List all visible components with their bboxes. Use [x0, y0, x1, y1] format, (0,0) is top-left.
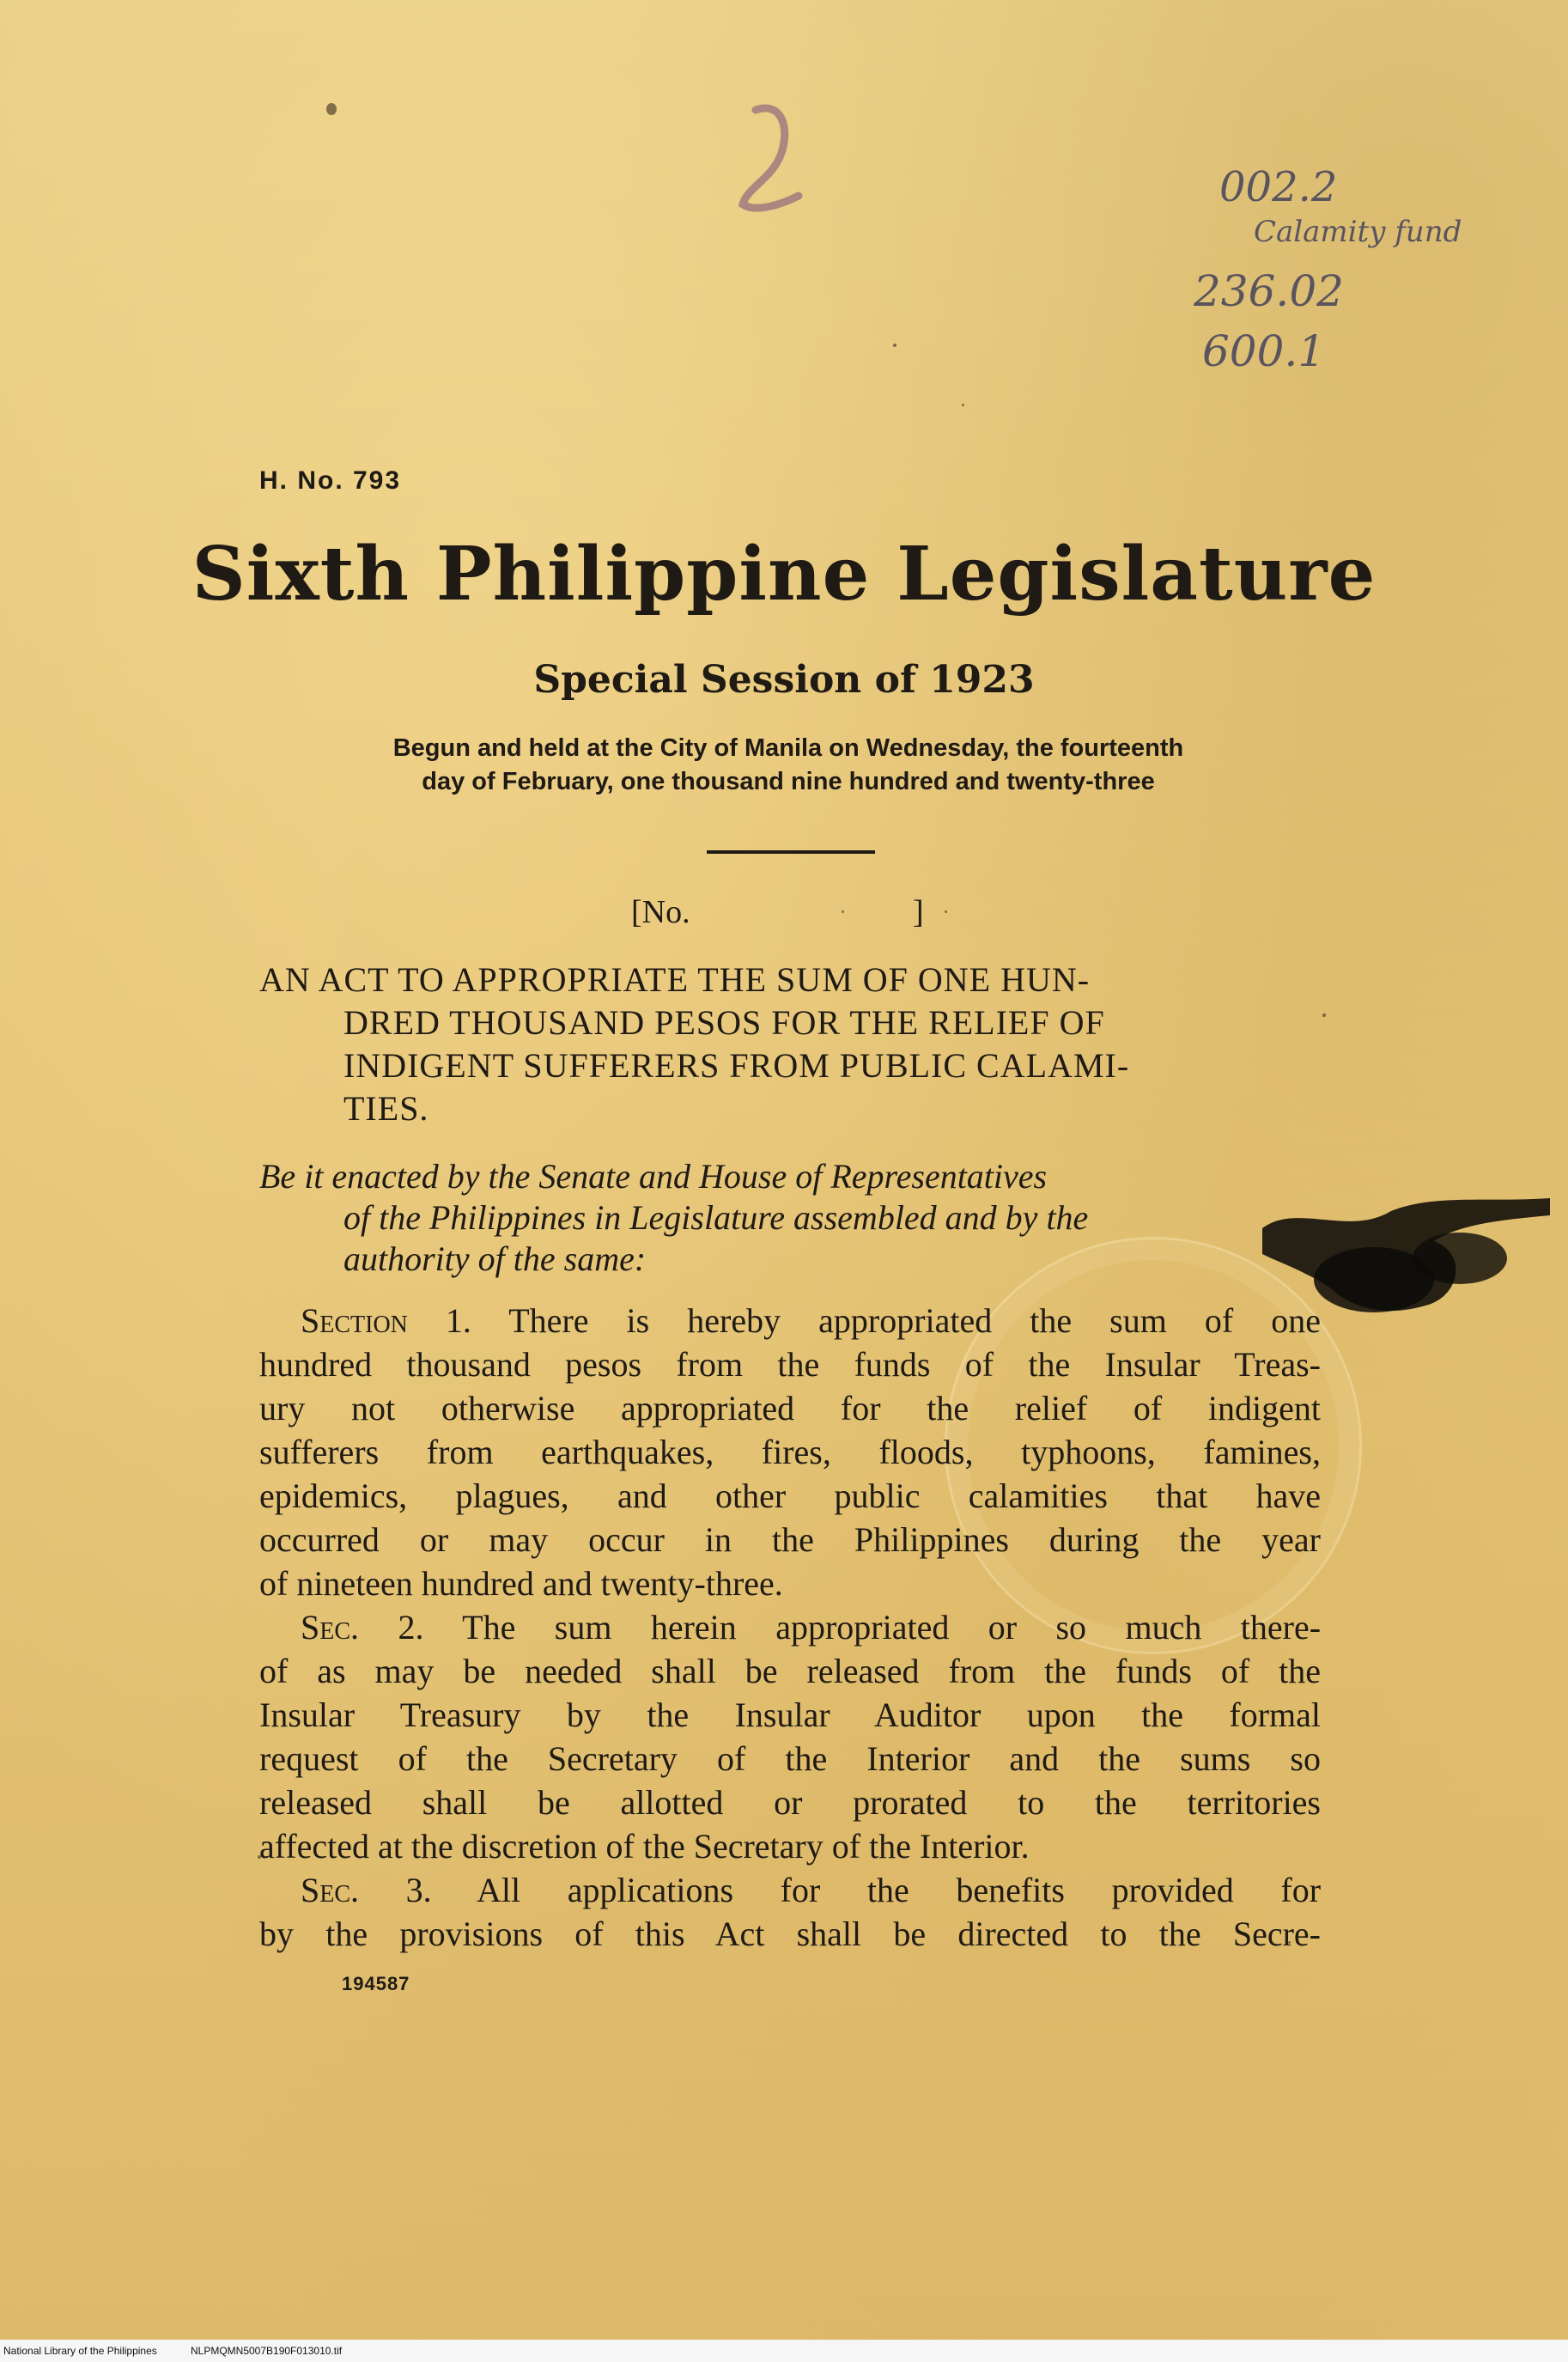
handwritten-note: 236.02: [1194, 266, 1344, 316]
pencil-mark: [721, 93, 824, 222]
section-2-text: The sum herein appropriated or so much there-: [462, 1608, 1322, 1647]
archive-footer: [0, 2340, 1568, 2362]
paper-speck: [945, 910, 947, 913]
section-1-label: Section 1.: [301, 1301, 471, 1340]
section-3-text: All applications for the benefits provided for: [477, 1871, 1322, 1909]
section-3-line: by the provisions of this Act shall be directed to the Secre-: [259, 1915, 1321, 1953]
section-2-label: Sec. 2.: [301, 1608, 424, 1647]
section-2-line: affected at the discretion of the Secretary of the Interior.: [259, 1827, 1030, 1866]
enacting-line: of the Philippines in Legislature assembled and by the: [343, 1198, 1089, 1237]
session-begun-note: [258, 732, 1319, 799]
file-identifier: NLPMQMN5007B190F013010.tif: [191, 2345, 343, 2357]
section-2-line: of as may be needed shall be released from the funds of the: [259, 1652, 1321, 1690]
section-3-label: Sec. 3.: [301, 1871, 432, 1909]
paper-speck: [893, 344, 896, 347]
paper-speck: [326, 103, 337, 115]
section-1-line: hundred thousand pesos from the funds of the Insular Treas-: [259, 1345, 1321, 1384]
enacting-line: Be it enacted by the Senate and House of Representatives: [259, 1157, 1048, 1196]
handwritten-note: 002.2: [1219, 163, 1338, 211]
act-title-line: DRED THOUSAND PESOS FOR THE RELIEF OF: [343, 1003, 1105, 1042]
section-2-line: Insular Treasury by the Insular Auditor upon the formal: [259, 1695, 1321, 1734]
section-1-line: occurred or may occur in the Philippines during the year: [259, 1520, 1321, 1559]
session-subtitle: Special Session of 1923: [533, 658, 1035, 702]
enacting-clause: [259, 1156, 1321, 1280]
act-title-line: TIES.: [343, 1089, 429, 1128]
enacting-line: authority of the same:: [343, 1239, 647, 1278]
section-1-line: of nineteen hundred and twenty-three.: [259, 1564, 783, 1603]
section-3-line: [259, 1868, 1321, 1912]
library-name: National Library of the Philippines: [3, 2345, 157, 2357]
act-title: [259, 959, 1321, 1130]
act-number-placeholder: [631, 893, 932, 931]
section-1-line: [259, 1299, 1321, 1342]
handwritten-note: 600.1: [1202, 326, 1326, 376]
act-title-line: AN ACT TO APPROPRIATE THE SUM OF ONE HUN-: [259, 960, 1091, 999]
section-2-line: released shall be allotted or prorated to the territories: [259, 1783, 1321, 1822]
section-2-line: [259, 1605, 1321, 1649]
section-2-line: request of the Secretary of the Interior and the sums so: [259, 1739, 1321, 1778]
handwritten-note: Calamity fund: [1254, 215, 1462, 249]
paper-speck: [962, 404, 964, 406]
act-body: [259, 1299, 1321, 1956]
section-1-line: epidemics, plagues, and other public calamities that have: [259, 1476, 1321, 1515]
paper-speck: [1322, 1014, 1326, 1017]
section-1-text: There is hereby appropriated the sum of one: [508, 1301, 1321, 1340]
act-title-line: INDIGENT SUFFERERS FROM PUBLIC CALAMI-: [343, 1046, 1130, 1085]
begun-line: Begun and held at the City of Manila on Wednesday, the fourteenth: [392, 734, 1184, 762]
house-bill-number: H. No. 793: [259, 466, 402, 495]
divider-rule: [707, 850, 875, 854]
print-number: 194587: [342, 1973, 410, 1994]
section-1-line: sufferers from earthquakes, fires, floods, typhoons, famines,: [259, 1433, 1321, 1471]
act-number-open: [No.: [631, 894, 690, 930]
act-number-close: ]: [913, 894, 924, 930]
begun-line: day of February, one thousand nine hundred and twenty-three: [422, 768, 1155, 795]
section-1-line: ury not otherwise appropriated for the relief of indigent: [259, 1389, 1321, 1428]
document-title: Sixth Philippine Legislature: [191, 531, 1377, 618]
